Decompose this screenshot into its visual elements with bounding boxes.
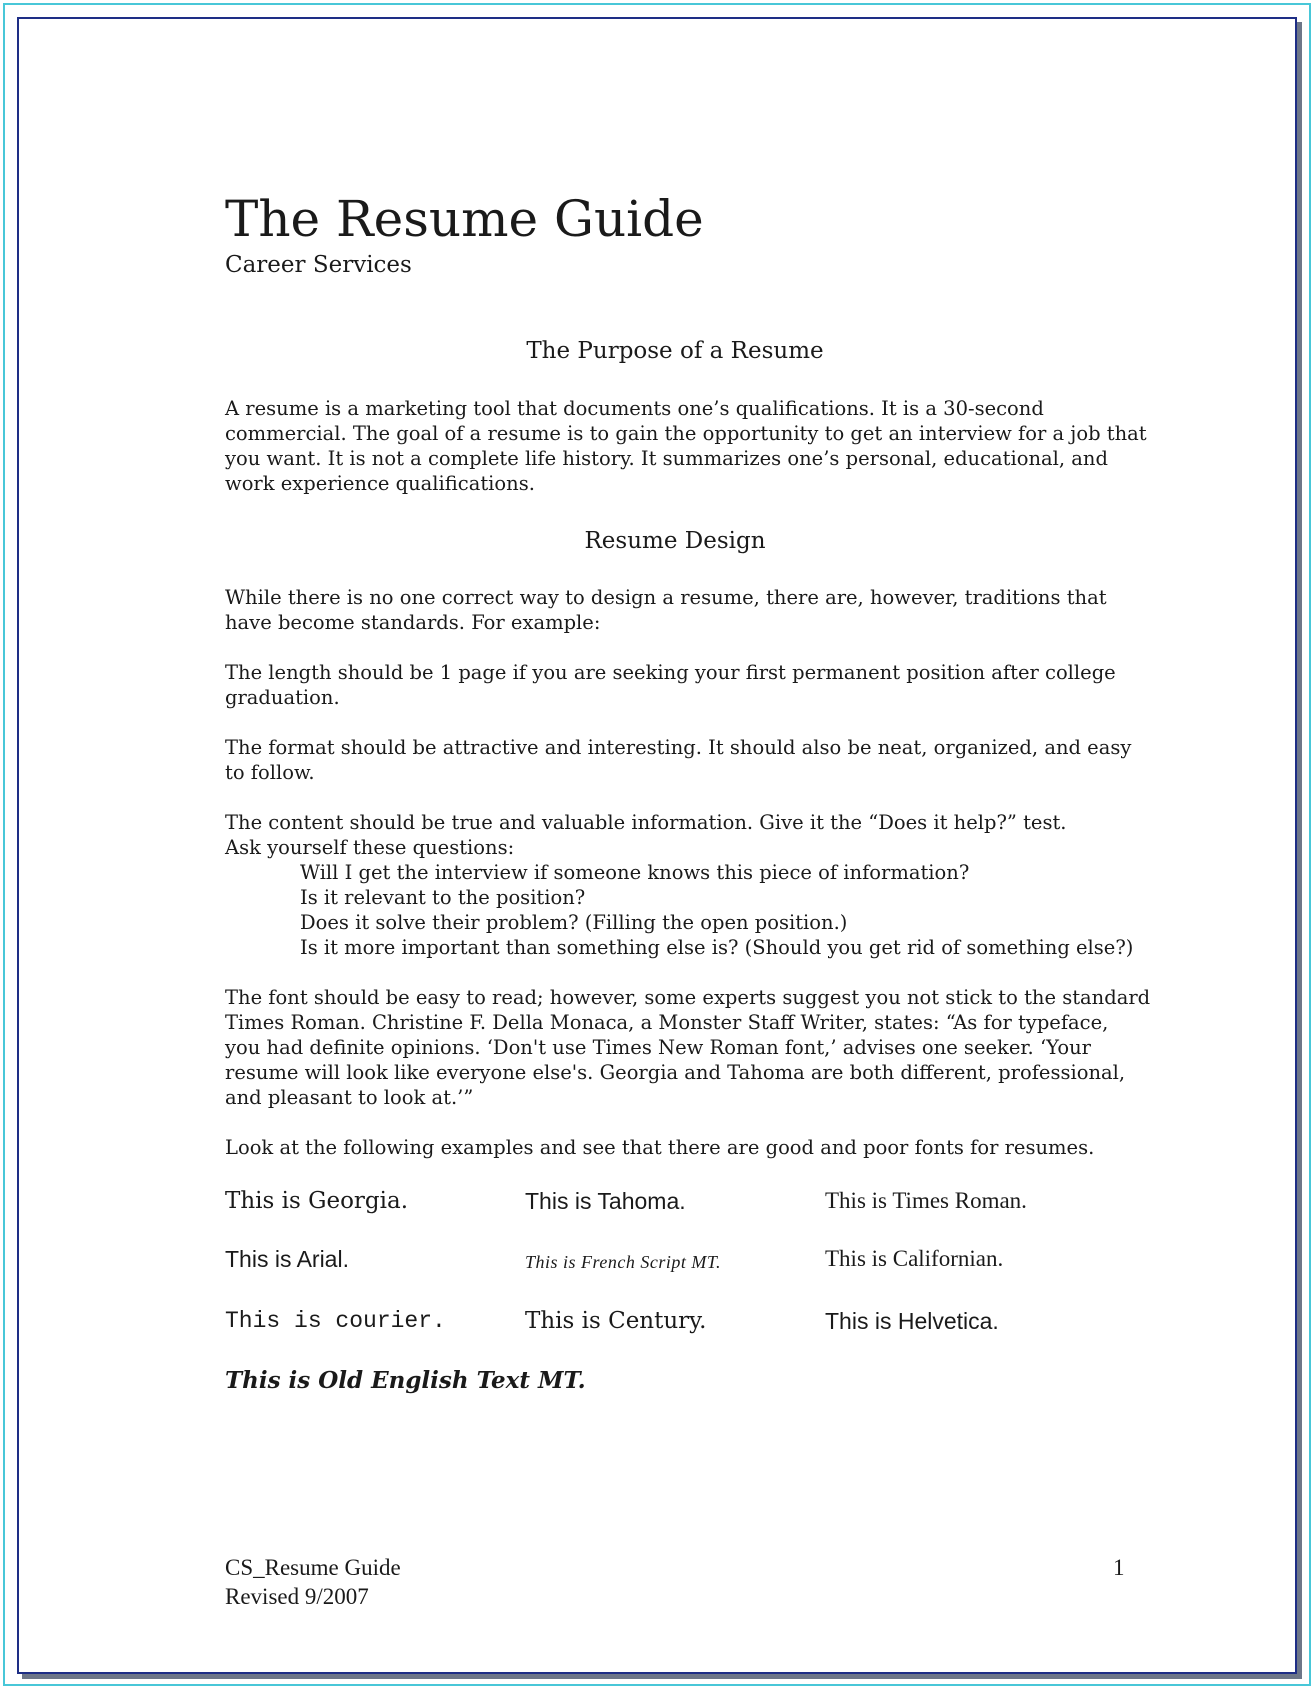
text-line: and pleasant to look at.’” bbox=[225, 1086, 474, 1109]
paragraph-examples-intro bbox=[225, 1135, 1125, 1160]
text-line: While there is no one correct way to design a resume, there are, however, traditions that bbox=[225, 586, 1107, 609]
paragraph-design-intro bbox=[225, 585, 1125, 635]
paragraph-purpose bbox=[225, 396, 1147, 496]
question-item: Will I get the interview if someone knows this piece of information? bbox=[300, 861, 970, 884]
document-title: The Resume Guide bbox=[225, 190, 704, 248]
paragraph-content bbox=[225, 810, 1134, 960]
text-line: The content should be true and valuable information. Give it the “Does it help?” test. bbox=[225, 811, 1067, 834]
text-line: The format should be attractive and interesting. It should also be neat, organized, and easy bbox=[225, 736, 1132, 759]
footer-doc-id: CS_Resume Guide bbox=[225, 1555, 401, 1580]
text-line: you had definite opinions. ‘Don't use Times New Roman font,’ advises one seeker. ‘Your bbox=[225, 1036, 1091, 1059]
font-example-georgia: This is Georgia. bbox=[225, 1188, 409, 1214]
paragraph-length bbox=[225, 660, 1125, 710]
document-subtitle: Career Services bbox=[225, 252, 412, 278]
heading-purpose: The Purpose of a Resume bbox=[526, 338, 824, 364]
text-line: have become standards. For example: bbox=[225, 611, 601, 634]
text-line: The length should be 1 page if you are seeking your first permanent position after college bbox=[225, 661, 1116, 684]
text-line: to follow. bbox=[225, 761, 315, 784]
text-line: you want. It is not a complete life history. It summarizes one’s personal, educational, and bbox=[225, 447, 1108, 470]
text-line: Ask yourself these questions: bbox=[225, 836, 515, 859]
question-item: Is it relevant to the position? bbox=[300, 886, 586, 909]
font-example-californian: This is Californian. bbox=[825, 1246, 1004, 1271]
text-line: Times Roman. Christine F. Della Monaca, a Monster Staff Writer, states: “As for typeface, bbox=[225, 1011, 1109, 1034]
text-line: commercial. The goal of a resume is to gain the opportunity to get an interview for a job that bbox=[225, 422, 1147, 445]
font-example-times: This is Times Roman. bbox=[825, 1188, 1027, 1213]
font-example-courier: This is courier. bbox=[225, 1308, 446, 1334]
text-line: A resume is a marketing tool that documents one’s qualifications. It is a 30-second bbox=[225, 397, 1044, 420]
font-example-french-script: This is French Script MT. bbox=[525, 1252, 721, 1272]
text-line: graduation. bbox=[225, 686, 340, 709]
question-item: Is it more important than something else is? (Should you get rid of something else?) bbox=[300, 936, 1134, 959]
text-line: The font should be easy to read; however, some experts suggest you not stick to the standard bbox=[225, 986, 1151, 1009]
footer-revised: Revised 9/2007 bbox=[225, 1584, 369, 1609]
heading-design: Resume Design bbox=[584, 528, 766, 554]
font-example-old-english: This is Old English Text MT. bbox=[225, 1367, 586, 1394]
question-item: Does it solve their problem? (Filling the open position.) bbox=[300, 911, 848, 934]
page-number: 1 bbox=[1113, 1555, 1125, 1580]
paragraph-format bbox=[225, 735, 1132, 785]
document-page bbox=[17, 17, 1297, 1674]
font-example-tahoma: This is Tahoma. bbox=[525, 1188, 686, 1214]
font-example-helvetica: This is Helvetica. bbox=[825, 1308, 999, 1334]
text-line: resume will look like everyone else's. Georgia and Tahoma are both different, professional, bbox=[225, 1061, 1126, 1084]
paragraph-font bbox=[225, 985, 1151, 1110]
font-example-century: This is Century. bbox=[525, 1308, 707, 1334]
font-example-arial: This is Arial. bbox=[225, 1246, 349, 1272]
text-line: work experience qualifications. bbox=[225, 472, 535, 495]
text-line: Look at the following examples and see that there are good and poor fonts for resumes. bbox=[225, 1136, 1095, 1159]
